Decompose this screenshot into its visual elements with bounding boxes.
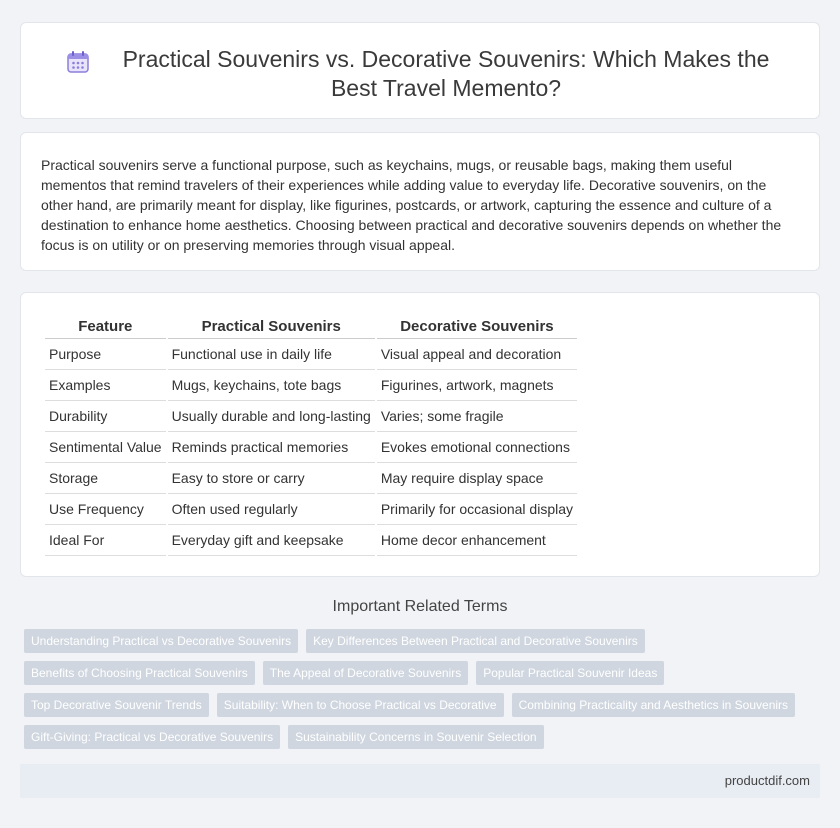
- table-row: [45, 463, 577, 494]
- table-cell: Easy to store or carry: [168, 463, 375, 494]
- footer: [20, 764, 820, 798]
- table-cell: Everyday gift and keepsake: [168, 525, 375, 556]
- table-row: [45, 494, 577, 525]
- title-card: [20, 22, 820, 119]
- related-term-tag[interactable]: The Appeal of Decorative Souvenirs: [263, 661, 468, 685]
- header-decorative: Decorative Souvenirs: [377, 315, 577, 339]
- related-term-tag[interactable]: Gift-Giving: Practical vs Decorative Souvenirs: [24, 725, 280, 749]
- table-cell: Purpose: [45, 339, 166, 370]
- table-row: [45, 525, 577, 556]
- related-term-tag[interactable]: Popular Practical Souvenir Ideas: [476, 661, 664, 685]
- table-cell: Often used regularly: [168, 494, 375, 525]
- table-cell: Primarily for occasional display: [377, 494, 577, 525]
- tag-row: [24, 693, 814, 717]
- page-title: Practical Souvenirs vs. Decorative Souvenirs: Which Makes the Best Travel Memento?: [122, 46, 770, 101]
- table-cell: Ideal For: [45, 525, 166, 556]
- related-term-tag[interactable]: Sustainability Concerns in Souvenir Selection: [288, 725, 543, 749]
- table-cell: Visual appeal and decoration: [377, 339, 577, 370]
- table-row: [45, 401, 577, 432]
- table-cell: Functional use in daily life: [168, 339, 375, 370]
- table-cell: Mugs, keychains, tote bags: [168, 370, 375, 401]
- table-cell: Varies; some fragile: [377, 401, 577, 432]
- comparison-card: [20, 292, 820, 577]
- table-cell: May require display space: [377, 463, 577, 494]
- table-row: [45, 339, 577, 370]
- table-cell: Usually durable and long-lasting: [168, 401, 375, 432]
- intro-card: [20, 132, 820, 271]
- related-terms-tags: [24, 629, 814, 757]
- table-cell: Sentimental Value: [45, 432, 166, 463]
- related-term-tag[interactable]: Top Decorative Souvenir Trends: [24, 693, 209, 717]
- tag-row: [24, 629, 814, 653]
- table-cell: Examples: [45, 370, 166, 401]
- table-cell: Home decor enhancement: [377, 525, 577, 556]
- table-row: [45, 370, 577, 401]
- table-cell: Evokes emotional connections: [377, 432, 577, 463]
- header-feature: Feature: [45, 315, 166, 339]
- table-header-row: [45, 315, 577, 339]
- related-term-tag[interactable]: Understanding Practical vs Decorative Souvenirs: [24, 629, 298, 653]
- related-term-tag[interactable]: Key Differences Between Practical and Decorative Souvenirs: [306, 629, 645, 653]
- table-cell: Storage: [45, 463, 166, 494]
- header-practical: Practical Souvenirs: [168, 315, 375, 339]
- related-terms-title: Important Related Terms: [332, 598, 508, 615]
- table-row: [45, 432, 577, 463]
- related-term-tag[interactable]: Suitability: When to Choose Practical vs Decorative: [217, 693, 504, 717]
- related-term-tag[interactable]: Combining Practicality and Aesthetics in Souvenirs: [512, 693, 795, 717]
- table-cell: Figurines, artwork, magnets: [377, 370, 577, 401]
- table-cell: Use Frequency: [45, 494, 166, 525]
- related-term-tag[interactable]: Benefits of Choosing Practical Souvenirs: [24, 661, 255, 685]
- tag-row: [24, 661, 814, 685]
- comparison-table: [43, 315, 579, 556]
- footer-site-link[interactable]: productdif.com: [724, 773, 810, 788]
- table-cell: Durability: [45, 401, 166, 432]
- table-cell: Reminds practical memories: [168, 432, 375, 463]
- intro-paragraph: Practical souvenirs serve a functional purpose, such as keychains, mugs, or reusable bags, making them useful mementos that remind travelers of their experiences while adding value to everyday life. Decorative souvenirs, on the other hand, are primarily meant for display, like figurines, postcards, or artwork, capturing the essence and culture of a destination to enhance home aesthetics. Choosing between practical and decorative souvenirs depends on whether the focus is on utility or on preserving memories through visual appeal.: [41, 157, 782, 253]
- tag-row: [24, 725, 814, 749]
